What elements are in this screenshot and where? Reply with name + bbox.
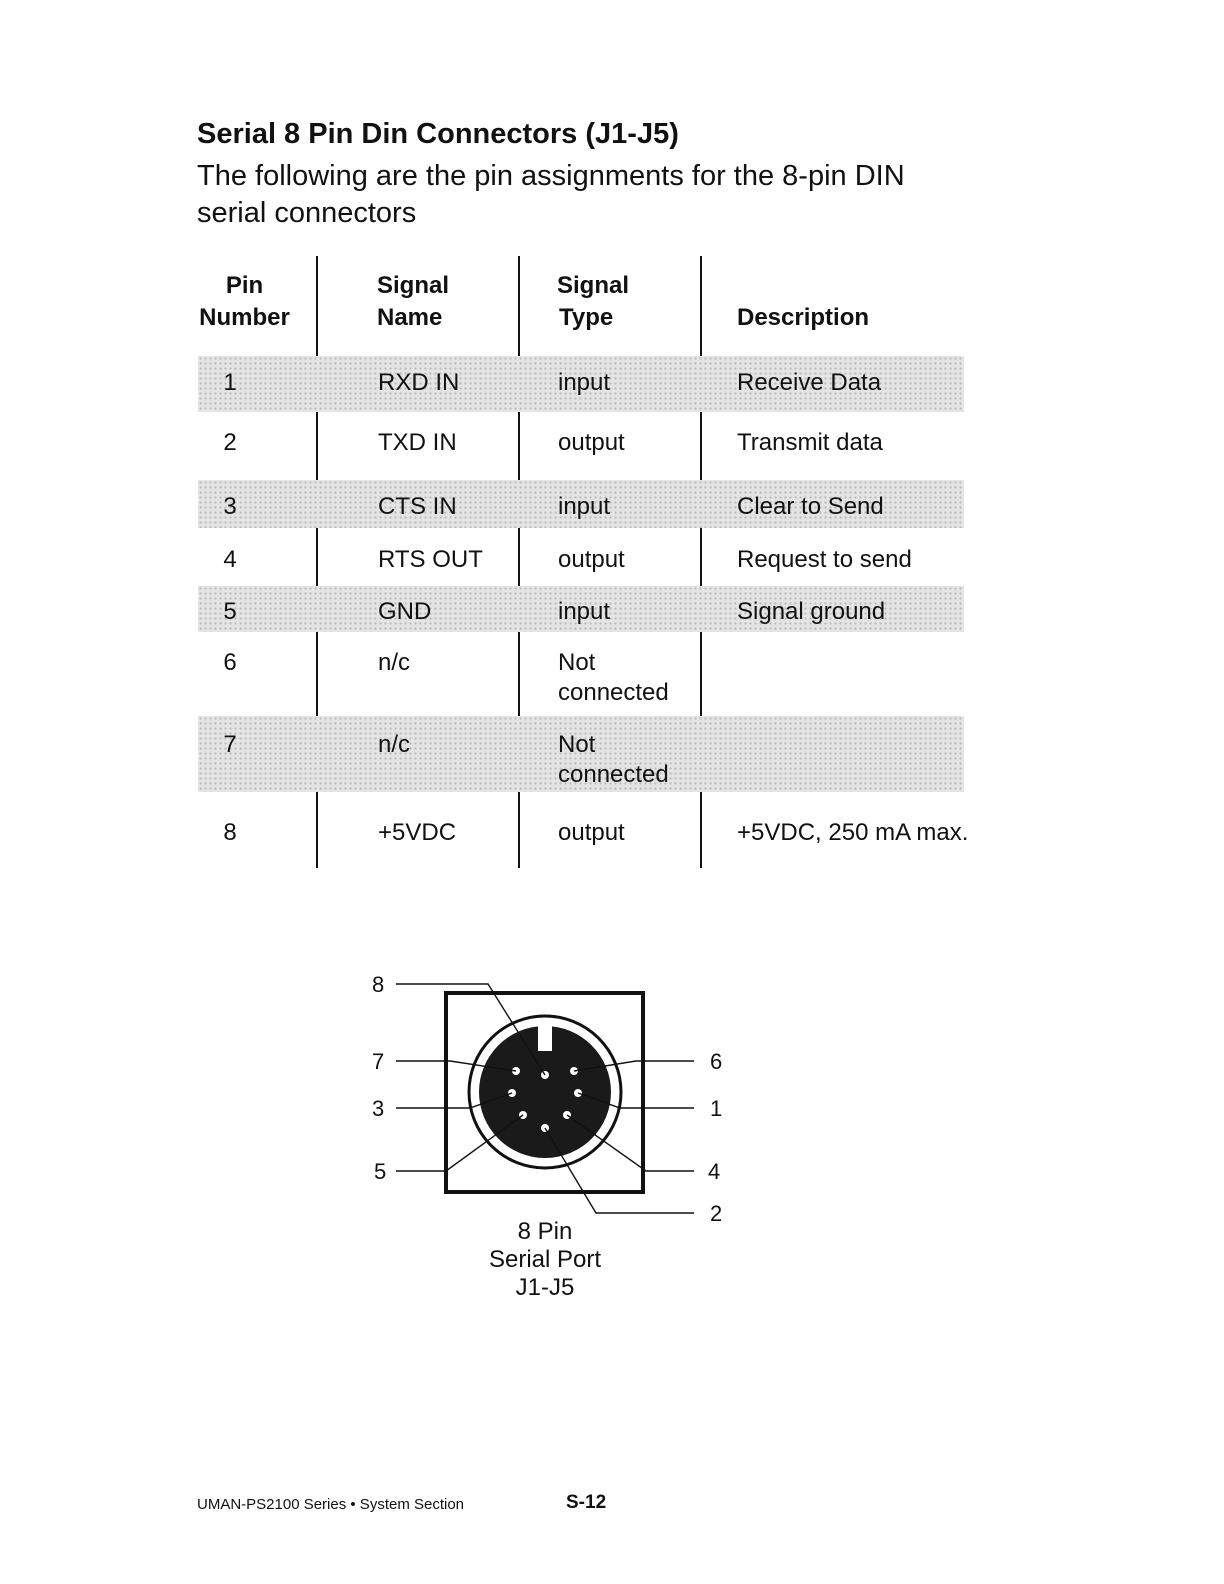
signal-type-line: Not xyxy=(558,731,596,758)
header-pin-number xyxy=(197,270,292,334)
cell-pin-number: 6 xyxy=(223,649,237,676)
footer-document-title: UMAN-PS2100 Series • System Section xyxy=(197,1496,465,1513)
callout-6: 6 xyxy=(710,1049,723,1074)
cell-signal-name: CTS IN xyxy=(378,493,457,520)
section-title: Serial 8 Pin Din Connectors (J1-J5) xyxy=(197,118,679,150)
pin-3-socket xyxy=(508,1089,516,1097)
signal-type-line: output xyxy=(558,819,625,846)
cell-signal-type xyxy=(558,818,625,848)
header-line: Type xyxy=(559,304,614,331)
cell-signal-type xyxy=(558,597,610,627)
callout-8: 8 xyxy=(372,972,385,997)
cell-signal-type xyxy=(558,648,669,708)
port-label-line: 8 Pin xyxy=(517,1218,573,1245)
connector-key-notch xyxy=(538,1025,552,1051)
intro-paragraph: The following are the pin assignments for the 8-pin DIN serial connectors xyxy=(197,160,905,229)
callout-5: 5 xyxy=(374,1159,387,1184)
footer-page-number: S-12 xyxy=(566,1492,607,1513)
cell-description: Receive Data xyxy=(737,369,882,396)
callout-7: 7 xyxy=(372,1049,385,1074)
callout-3: 3 xyxy=(372,1096,385,1121)
cell-pin-number: 8 xyxy=(223,819,237,846)
header-line: Signal xyxy=(557,272,630,299)
cell-description: Clear to Send xyxy=(737,493,884,520)
cell-signal-name: +5VDC xyxy=(378,819,457,846)
cell-pin-number: 2 xyxy=(223,429,237,456)
signal-type-line: input xyxy=(558,493,611,520)
cell-description: Request to send xyxy=(737,546,912,573)
din-connector-diagram xyxy=(360,965,740,1235)
cell-description: +5VDC, 250 mA max. xyxy=(737,819,969,846)
callout-2: 2 xyxy=(710,1201,723,1226)
signal-type-line: output xyxy=(558,546,625,573)
cell-signal-type xyxy=(558,368,610,398)
header-line: Pin xyxy=(225,272,264,299)
cell-description: Signal ground xyxy=(737,598,886,625)
header-description xyxy=(737,302,869,334)
cell-signal-name: n/c xyxy=(378,649,411,676)
cell-signal-type xyxy=(558,545,625,575)
cell-signal-type xyxy=(558,492,610,522)
header-signal-name xyxy=(377,270,449,334)
port-label xyxy=(445,1218,645,1302)
cell-pin-number: 3 xyxy=(223,493,237,520)
port-label-line: J1-J5 xyxy=(515,1274,575,1301)
cell-signal-name: TXD IN xyxy=(378,429,457,456)
signal-type-line: Not xyxy=(558,649,596,676)
signal-type-line: output xyxy=(558,429,625,456)
cell-signal-name: RTS OUT xyxy=(378,546,483,573)
header-line: Description xyxy=(737,304,870,331)
cell-signal-type xyxy=(558,730,669,790)
cell-pin-number: 7 xyxy=(223,731,237,758)
callout-1: 1 xyxy=(710,1096,723,1121)
signal-type-line: connected xyxy=(558,679,669,706)
callout-4: 4 xyxy=(708,1159,721,1184)
cell-pin-number: 4 xyxy=(223,546,237,573)
header-line: Number xyxy=(199,304,290,331)
port-label-line: Serial Port xyxy=(488,1246,602,1273)
header-signal-type xyxy=(557,270,629,334)
cell-signal-type xyxy=(558,428,625,458)
signal-type-line: input xyxy=(558,369,611,396)
header-line: Signal xyxy=(377,272,450,299)
signal-type-line: input xyxy=(558,598,611,625)
pin-1-socket xyxy=(574,1089,582,1097)
header-line: Name xyxy=(377,304,443,331)
cell-signal-name: GND xyxy=(378,598,432,625)
cell-pin-number: 1 xyxy=(223,369,237,396)
cell-description: Transmit data xyxy=(737,429,883,456)
cell-pin-number: 5 xyxy=(223,598,237,625)
cell-signal-name: n/c xyxy=(378,731,411,758)
cell-signal-name: RXD IN xyxy=(378,369,460,396)
signal-type-line: connected xyxy=(558,761,669,788)
